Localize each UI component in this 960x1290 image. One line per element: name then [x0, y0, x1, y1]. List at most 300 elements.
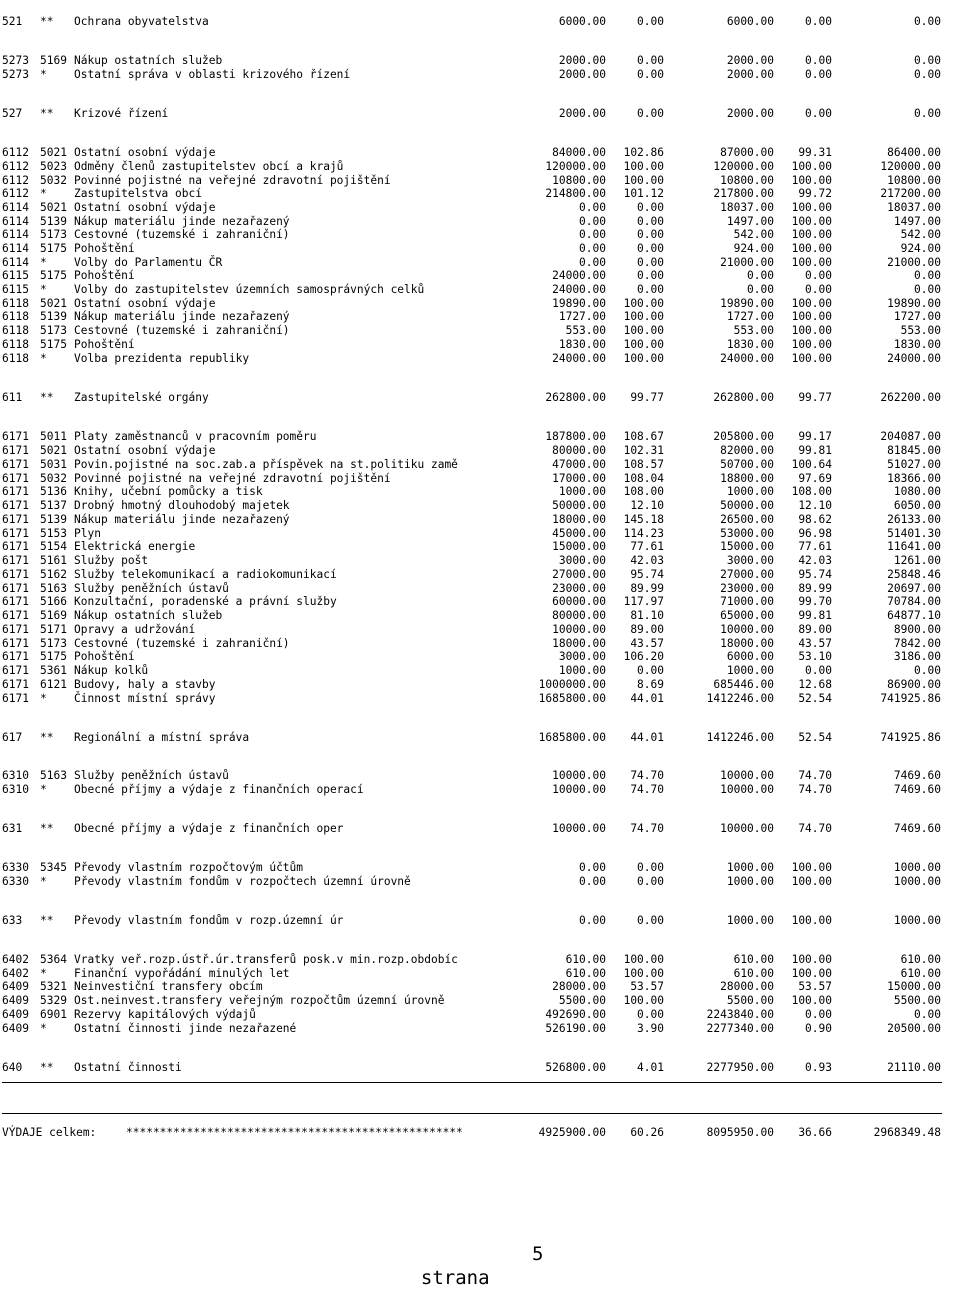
value-col-5: 10800.00 — [887, 174, 941, 187]
table-row — [0, 228, 960, 242]
item-name: Krizové řízení — [74, 107, 169, 120]
value-col-1: 1727.00 — [558, 310, 606, 323]
value-col-1: 1000000.00 — [538, 678, 606, 691]
value-col-2: 89.00 — [630, 623, 664, 636]
value-col-4: 100.00 — [791, 875, 832, 888]
value-col-4: 99.31 — [798, 146, 832, 159]
item-code: ** — [40, 15, 54, 28]
value-col-1: 187800.00 — [545, 430, 606, 443]
value-col-4: 100.00 — [791, 215, 832, 228]
value-col-2: 0.00 — [637, 1008, 664, 1021]
paragraph-code: 6409 — [2, 994, 29, 1007]
value-col-4: 97.69 — [798, 472, 832, 485]
item-code: 5021 — [40, 444, 67, 457]
item-name: Povin.pojistné na soc.zab.a příspěvek na st.politiku zamě — [74, 458, 458, 471]
value-col-1: 60000.00 — [552, 595, 606, 608]
item-code: ** — [40, 107, 54, 120]
value-col-4: 0.00 — [805, 54, 832, 67]
item-code: 5163 — [40, 769, 67, 782]
item-code: 5163 — [40, 582, 67, 595]
total-value-4: 36.66 — [798, 1126, 832, 1139]
value-col-3: 18000.00 — [720, 637, 774, 650]
value-col-4: 12.10 — [798, 499, 832, 512]
table-row — [0, 256, 960, 270]
value-col-2: 8.69 — [637, 678, 664, 691]
value-col-5: 86400.00 — [887, 146, 941, 159]
value-col-4: 0.00 — [805, 283, 832, 296]
item-name: Nákup ostatních služeb — [74, 54, 223, 67]
table-row — [0, 201, 960, 215]
table-row — [0, 678, 960, 692]
value-col-3: 65000.00 — [720, 609, 774, 622]
total-stars: ************************************************** — [126, 1126, 463, 1139]
table-row — [0, 623, 960, 637]
item-name: Pohoštění — [74, 269, 135, 282]
value-col-2: 108.04 — [623, 472, 664, 485]
value-col-5: 21110.00 — [887, 1061, 941, 1074]
value-col-2: 117.97 — [623, 595, 664, 608]
value-col-2: 106.20 — [623, 650, 664, 663]
paragraph-code: 6114 — [2, 215, 29, 228]
value-col-2: 100.00 — [623, 174, 664, 187]
item-code: 5021 — [40, 201, 67, 214]
value-col-3: 2277340.00 — [706, 1022, 774, 1035]
value-col-4: 0.00 — [805, 15, 832, 28]
table-row — [0, 15, 960, 29]
value-col-2: 0.00 — [637, 201, 664, 214]
paragraph-code: 6171 — [2, 499, 29, 512]
value-col-5: 610.00 — [900, 967, 941, 980]
value-col-5: 120000.00 — [880, 160, 941, 173]
separator-line — [2, 1082, 942, 1083]
paragraph-code: 617 — [2, 731, 23, 744]
value-col-3: 10000.00 — [720, 783, 774, 796]
item-name: Plyn — [74, 527, 101, 540]
value-col-1: 10000.00 — [552, 623, 606, 636]
value-col-3: 2000.00 — [726, 107, 774, 120]
value-col-4: 74.70 — [798, 822, 832, 835]
table-row — [0, 391, 960, 405]
item-code: 5023 — [40, 160, 67, 173]
value-col-1: 3000.00 — [558, 554, 606, 567]
paragraph-code: 6115 — [2, 283, 29, 296]
value-col-5: 70784.00 — [887, 595, 941, 608]
paragraph-code: 631 — [2, 822, 23, 835]
item-code: ** — [40, 914, 54, 927]
value-col-5: 1830.00 — [893, 338, 941, 351]
item-code: * — [40, 68, 47, 81]
paragraph-code: 6171 — [2, 650, 29, 663]
value-col-3: 205800.00 — [713, 430, 774, 443]
item-code: 5171 — [40, 623, 67, 636]
value-col-5: 1000.00 — [893, 875, 941, 888]
value-col-2: 44.01 — [630, 692, 664, 705]
item-name: Nákup materiálu jinde nezařazený — [74, 310, 290, 323]
value-col-1: 50000.00 — [552, 499, 606, 512]
paragraph-code: 6310 — [2, 769, 29, 782]
value-col-1: 80000.00 — [552, 444, 606, 457]
item-code: 5139 — [40, 310, 67, 323]
paragraph-code: 6112 — [2, 160, 29, 173]
table-row — [0, 568, 960, 582]
value-col-2: 53.57 — [630, 980, 664, 993]
value-col-1: 45000.00 — [552, 527, 606, 540]
value-col-2: 102.31 — [623, 444, 664, 457]
item-name: Cestovné (tuzemské i zahraniční) — [74, 324, 290, 337]
value-col-5: 0.00 — [914, 283, 941, 296]
item-name: Konzultační, poradenské a právní služby — [74, 595, 337, 608]
paragraph-code: 6171 — [2, 664, 29, 677]
value-col-4: 43.57 — [798, 637, 832, 650]
value-col-1: 1685800.00 — [538, 731, 606, 744]
value-col-4: 100.00 — [791, 994, 832, 1007]
value-col-3: 610.00 — [733, 953, 774, 966]
item-code: 5139 — [40, 513, 67, 526]
paragraph-code: 6171 — [2, 527, 29, 540]
value-col-2: 99.77 — [630, 391, 664, 404]
item-name: Ostatní činnosti — [74, 1061, 182, 1074]
item-name: Ostatní osobní výdaje — [74, 146, 216, 159]
total-value-1: 4925900.00 — [538, 1126, 606, 1139]
paragraph-code: 527 — [2, 107, 23, 120]
item-name: Převody vlastním fondům v rozpočtech územní úrovně — [74, 875, 411, 888]
value-col-2: 100.00 — [623, 160, 664, 173]
table-row — [0, 595, 960, 609]
value-col-2: 0.00 — [637, 914, 664, 927]
value-col-4: 100.00 — [791, 174, 832, 187]
item-name: Pohoštění — [74, 650, 135, 663]
value-col-2: 0.00 — [637, 256, 664, 269]
item-code: 5021 — [40, 297, 67, 310]
value-col-5: 81845.00 — [887, 444, 941, 457]
value-col-4: 100.00 — [791, 967, 832, 980]
value-col-2: 0.00 — [637, 664, 664, 677]
value-col-3: 1000.00 — [726, 914, 774, 927]
value-col-1: 1000.00 — [558, 485, 606, 498]
value-col-4: 74.70 — [798, 769, 832, 782]
item-name: Nákup materiálu jinde nezařazený — [74, 215, 290, 228]
item-code: 5175 — [40, 269, 67, 282]
value-col-2: 12.10 — [630, 499, 664, 512]
item-name: Elektrická energie — [74, 540, 196, 553]
item-code: 5136 — [40, 485, 67, 498]
table-row — [0, 953, 960, 967]
value-col-3: 82000.00 — [720, 444, 774, 457]
value-col-4: 52.54 — [798, 692, 832, 705]
value-col-3: 28000.00 — [720, 980, 774, 993]
value-col-5: 8900.00 — [893, 623, 941, 636]
item-code: 5169 — [40, 609, 67, 622]
value-col-4: 100.64 — [791, 458, 832, 471]
value-col-3: 87000.00 — [720, 146, 774, 159]
value-col-4: 100.00 — [791, 953, 832, 966]
value-col-3: 50700.00 — [720, 458, 774, 471]
item-name: Služby peněžních ústavů — [74, 582, 229, 595]
value-col-3: 2243840.00 — [706, 1008, 774, 1021]
table-row — [0, 527, 960, 541]
value-col-5: 7469.60 — [893, 822, 941, 835]
paragraph-code: 6171 — [2, 554, 29, 567]
item-code: * — [40, 875, 47, 888]
value-col-5: 24000.00 — [887, 352, 941, 365]
value-col-4: 98.62 — [798, 513, 832, 526]
paragraph-code: 6112 — [2, 146, 29, 159]
value-col-4: 96.98 — [798, 527, 832, 540]
paragraph-code: 6409 — [2, 1008, 29, 1021]
value-col-3: 19890.00 — [720, 297, 774, 310]
value-col-4: 42.03 — [798, 554, 832, 567]
item-code: 5364 — [40, 953, 67, 966]
value-col-5: 553.00 — [900, 324, 941, 337]
value-col-1: 3000.00 — [558, 650, 606, 663]
page-footer — [398, 1242, 490, 1290]
value-col-5: 0.00 — [914, 269, 941, 282]
value-col-5: 924.00 — [900, 242, 941, 255]
value-col-3: 23000.00 — [720, 582, 774, 595]
item-name: Služby telekomunikací a radiokomunikací — [74, 568, 337, 581]
item-code: ** — [40, 822, 54, 835]
item-code: 5361 — [40, 664, 67, 677]
value-col-1: 526190.00 — [545, 1022, 606, 1035]
value-col-2: 0.00 — [637, 54, 664, 67]
value-col-3: 1830.00 — [726, 338, 774, 351]
value-col-2: 100.00 — [623, 297, 664, 310]
table-row — [0, 499, 960, 513]
value-col-3: 1727.00 — [726, 310, 774, 323]
paragraph-code: 6114 — [2, 228, 29, 241]
value-col-3: 1412246.00 — [706, 692, 774, 705]
value-col-4: 100.00 — [791, 242, 832, 255]
value-col-5: 18037.00 — [887, 201, 941, 214]
value-col-5: 1000.00 — [893, 861, 941, 874]
table-row — [0, 769, 960, 783]
paragraph-code: 6171 — [2, 637, 29, 650]
item-name: Budovy, haly a stavby — [74, 678, 216, 691]
value-col-3: 10000.00 — [720, 623, 774, 636]
value-col-2: 0.00 — [637, 215, 664, 228]
paragraph-code: 6171 — [2, 444, 29, 457]
paragraph-code: 6310 — [2, 783, 29, 796]
total-row — [0, 1126, 960, 1140]
paragraph-code: 6118 — [2, 324, 29, 337]
value-col-5: 15000.00 — [887, 980, 941, 993]
value-col-3: 0.00 — [747, 269, 774, 282]
value-col-1: 262800.00 — [545, 391, 606, 404]
paragraph-code: 6112 — [2, 187, 29, 200]
item-code: 5329 — [40, 994, 67, 1007]
paragraph-code: 6118 — [2, 338, 29, 351]
value-col-2: 100.00 — [623, 352, 664, 365]
value-col-1: 526800.00 — [545, 1061, 606, 1074]
value-col-1: 2000.00 — [558, 107, 606, 120]
value-col-4: 100.00 — [791, 338, 832, 351]
value-col-4: 0.00 — [805, 68, 832, 81]
table-row — [0, 297, 960, 311]
value-col-4: 100.00 — [791, 160, 832, 173]
value-col-1: 10000.00 — [552, 822, 606, 835]
item-name: Ochrana obyvatelstva — [74, 15, 209, 28]
paragraph-code: 633 — [2, 914, 23, 927]
value-col-1: 0.00 — [579, 861, 606, 874]
table-row — [0, 980, 960, 994]
value-col-3: 71000.00 — [720, 595, 774, 608]
table-row — [0, 324, 960, 338]
value-col-3: 26500.00 — [720, 513, 774, 526]
value-col-3: 6000.00 — [726, 650, 774, 663]
value-col-3: 24000.00 — [720, 352, 774, 365]
paragraph-code: 6114 — [2, 256, 29, 269]
value-col-5: 0.00 — [914, 54, 941, 67]
item-code: 5153 — [40, 527, 67, 540]
table-row — [0, 283, 960, 297]
paragraph-code: 6171 — [2, 430, 29, 443]
value-col-3: 1000.00 — [726, 875, 774, 888]
item-code: * — [40, 352, 47, 365]
total-value-3: 8095950.00 — [706, 1126, 774, 1139]
item-name: Knihy, učební pomůcky a tisk — [74, 485, 263, 498]
item-code: 5173 — [40, 637, 67, 650]
value-col-1: 19890.00 — [552, 297, 606, 310]
value-col-3: 1000.00 — [726, 664, 774, 677]
value-col-5: 21000.00 — [887, 256, 941, 269]
value-col-4: 100.00 — [791, 861, 832, 874]
total-value-5: 2968349.48 — [873, 1126, 941, 1139]
paragraph-code: 6114 — [2, 242, 29, 255]
table-row — [0, 215, 960, 229]
value-col-2: 0.00 — [637, 68, 664, 81]
table-row — [0, 650, 960, 664]
value-col-2: 0.00 — [637, 269, 664, 282]
item-code: 5154 — [40, 540, 67, 553]
value-col-1: 120000.00 — [545, 160, 606, 173]
value-col-2: 114.23 — [623, 527, 664, 540]
table-row — [0, 692, 960, 706]
value-col-1: 24000.00 — [552, 269, 606, 282]
value-col-3: 5500.00 — [726, 994, 774, 1007]
item-code: 5137 — [40, 499, 67, 512]
value-col-3: 1497.00 — [726, 215, 774, 228]
item-name: Finanční vypořádání minulých let — [74, 967, 290, 980]
value-col-4: 95.74 — [798, 568, 832, 581]
item-name: Neinvestiční transfery obcím — [74, 980, 263, 993]
paragraph-code: 6171 — [2, 472, 29, 485]
value-col-4: 53.10 — [798, 650, 832, 663]
paragraph-code: 6402 — [2, 967, 29, 980]
value-col-4: 99.81 — [798, 444, 832, 457]
table-row — [0, 458, 960, 472]
table-row — [0, 160, 960, 174]
value-col-3: 1000.00 — [726, 485, 774, 498]
table-row — [0, 146, 960, 160]
table-row — [0, 68, 960, 82]
value-col-3: 10000.00 — [720, 769, 774, 782]
value-col-4: 100.00 — [791, 324, 832, 337]
value-col-3: 685446.00 — [713, 678, 774, 691]
value-col-3: 15000.00 — [720, 540, 774, 553]
value-col-1: 24000.00 — [552, 283, 606, 296]
item-name: Volby do zastupitelstev územních samosprávných celků — [74, 283, 425, 296]
item-name: Obecné příjmy a výdaje z finančních operací — [74, 783, 364, 796]
value-col-5: 1080.00 — [893, 485, 941, 498]
value-col-5: 18366.00 — [887, 472, 941, 485]
value-col-3: 2000.00 — [726, 54, 774, 67]
item-code: 5011 — [40, 430, 67, 443]
paragraph-code: 6171 — [2, 513, 29, 526]
item-name: Rezervy kapitálových výdajů — [74, 1008, 256, 1021]
item-code: 5345 — [40, 861, 67, 874]
value-col-3: 3000.00 — [726, 554, 774, 567]
value-col-1: 0.00 — [579, 228, 606, 241]
value-col-2: 100.00 — [623, 338, 664, 351]
item-name: Ostatní osobní výdaje — [74, 297, 216, 310]
value-col-1: 2000.00 — [558, 54, 606, 67]
item-name: Povinné pojistné na veřejné zdravotní pojištění — [74, 472, 391, 485]
value-col-5: 217200.00 — [880, 187, 941, 200]
item-code: 5032 — [40, 174, 67, 187]
paragraph-code: 5273 — [2, 68, 29, 81]
value-col-5: 6050.00 — [893, 499, 941, 512]
value-col-4: 77.61 — [798, 540, 832, 553]
item-name: Ostatní osobní výdaje — [74, 201, 216, 214]
value-col-2: 0.00 — [637, 283, 664, 296]
value-col-3: 610.00 — [733, 967, 774, 980]
value-col-5: 5500.00 — [893, 994, 941, 1007]
item-code: 5021 — [40, 146, 67, 159]
value-col-1: 0.00 — [579, 256, 606, 269]
value-col-1: 0.00 — [579, 201, 606, 214]
item-code: * — [40, 283, 47, 296]
value-col-1: 80000.00 — [552, 609, 606, 622]
table-row — [0, 1061, 960, 1075]
value-col-3: 21000.00 — [720, 256, 774, 269]
table-row — [0, 444, 960, 458]
table-row — [0, 554, 960, 568]
paragraph-code: 6171 — [2, 609, 29, 622]
value-col-5: 51401.30 — [887, 527, 941, 540]
value-col-4: 100.00 — [791, 256, 832, 269]
value-col-2: 145.18 — [623, 513, 664, 526]
table-row — [0, 582, 960, 596]
item-name: Ostatní činnosti jinde nezařazené — [74, 1022, 297, 1035]
item-name: Nákup ostatních služeb — [74, 609, 223, 622]
value-col-2: 81.10 — [630, 609, 664, 622]
table-row — [0, 783, 960, 797]
value-col-1: 492690.00 — [545, 1008, 606, 1021]
value-col-5: 20697.00 — [887, 582, 941, 595]
value-col-3: 10000.00 — [720, 822, 774, 835]
value-col-3: 2277950.00 — [706, 1061, 774, 1074]
value-col-1: 610.00 — [565, 967, 606, 980]
value-col-3: 1000.00 — [726, 861, 774, 874]
value-col-1: 15000.00 — [552, 540, 606, 553]
item-name: Ostatní osobní výdaje — [74, 444, 216, 457]
value-col-2: 44.01 — [630, 731, 664, 744]
item-code: 6121 — [40, 678, 67, 691]
value-col-4: 99.72 — [798, 187, 832, 200]
value-col-3: 553.00 — [733, 324, 774, 337]
table-row — [0, 352, 960, 366]
value-col-5: 1727.00 — [893, 310, 941, 323]
item-code: 5162 — [40, 568, 67, 581]
value-col-4: 0.00 — [805, 269, 832, 282]
item-code: 5031 — [40, 458, 67, 471]
item-name: Převody vlastním fondům v rozp.územní úr — [74, 914, 344, 927]
value-col-5: 1497.00 — [893, 215, 941, 228]
paragraph-code: 5273 — [2, 54, 29, 67]
paragraph-code: 6112 — [2, 174, 29, 187]
table-row — [0, 540, 960, 554]
table-row — [0, 485, 960, 499]
